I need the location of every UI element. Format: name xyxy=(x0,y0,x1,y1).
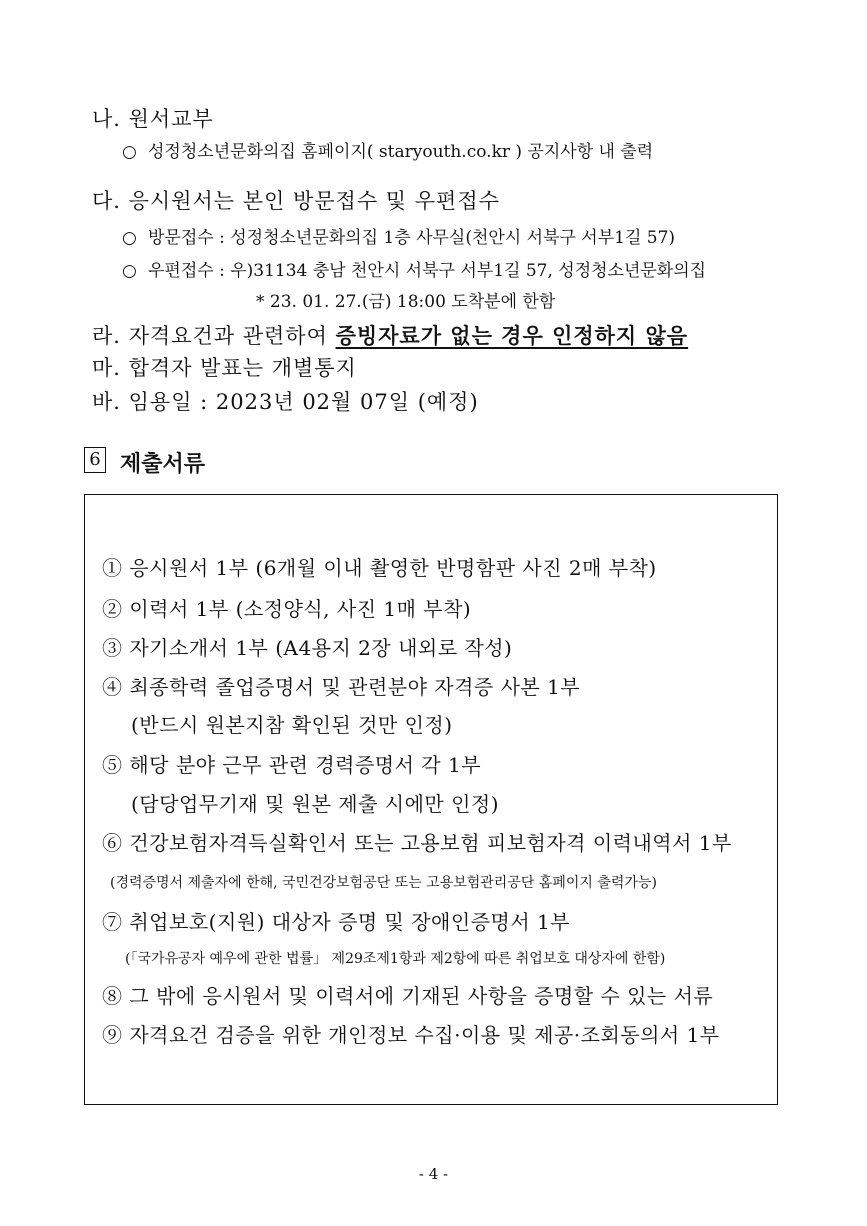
section-da-heading: 다. 응시원서는 본인 방문접수 및 우편접수 xyxy=(92,189,500,213)
section-title: 제출서류 xyxy=(120,452,206,477)
item-number: ① xyxy=(102,556,123,580)
list-item xyxy=(102,906,570,935)
item-sub: (반드시 원본지참 확인된 것만 인정) xyxy=(131,713,453,737)
section-ra-emphasis: 증빙자료가 없는 경우 인정하지 않음 xyxy=(335,323,689,348)
item-number: ⑧ xyxy=(102,984,123,1008)
bullet-icon: ○ xyxy=(122,228,137,248)
item-sub: (담당업무기재 및 원본 제출 시에만 인정) xyxy=(131,792,500,816)
item-note: (경력증명서 제출자에 한해, 국민건강보험공단 또는 고용보험관리공단 홈페이지 출력가능) xyxy=(110,875,657,891)
list-item xyxy=(102,632,512,661)
section-ma: 마. 합격자 발표는 개별통지 xyxy=(92,356,357,380)
item-number: ② xyxy=(102,597,123,621)
item-number: ⑥ xyxy=(102,831,123,855)
section-da-visit xyxy=(122,223,675,248)
bullet-icon: ○ xyxy=(122,261,137,281)
section-na-item-text: 성정청소년문화의집 홈페이지( staryouth.co.kr ) 공지사항 내 출력 xyxy=(148,142,654,162)
section-na-item xyxy=(122,137,653,162)
item-text: 건강보험자격득실확인서 또는 고용보험 피보험자격 이력내역서 1부 xyxy=(129,831,732,855)
section-da-post-text: 우편접수 : 우)31134 충남 천안시 서북구 서부1길 57, 성정청소년문화의집 xyxy=(148,261,707,281)
item-text: 이력서 1부 (소정양식, 사진 1매 부착) xyxy=(129,597,472,621)
section-na-heading: 나. 원서교부 xyxy=(92,107,214,131)
item-text: 취업보호(지원) 대상자 증명 및 장애인증명서 1부 xyxy=(129,910,571,934)
list-item xyxy=(102,593,471,622)
list-item xyxy=(102,749,481,778)
item-text: 자격요건 검증을 위한 개인정보 수집·이용 및 제공·조회동의서 1부 xyxy=(129,1023,720,1047)
list-item xyxy=(102,980,713,1009)
section-da-post xyxy=(122,256,706,281)
item-number: ⑦ xyxy=(102,910,123,934)
section-ra xyxy=(92,320,688,350)
item-number: ⑤ xyxy=(102,753,123,777)
list-item xyxy=(102,1019,720,1048)
list-item xyxy=(102,671,580,700)
list-item xyxy=(102,552,657,581)
item-note: (「국가유공자 예우에 관한 법률」 제29조제1항과 제2항에 따른 취업보호 대상자에 한함) xyxy=(125,951,666,967)
item-text: 해당 분야 근무 관련 경력증명서 각 1부 xyxy=(129,753,482,777)
item-text: 그 밖에 응시원서 및 이력서에 기재된 사항을 증명할 수 있는 서류 xyxy=(129,984,714,1008)
section-ba: 바. 임용일 : 2023년 02월 07일 (예정) xyxy=(92,390,479,414)
bullet-icon: ○ xyxy=(122,142,137,162)
item-text: 최종학력 졸업증명서 및 관련분야 자격증 사본 1부 xyxy=(129,675,581,699)
item-text: 응시원서 1부 (6개월 이내 촬영한 반명함판 사진 2매 부착) xyxy=(129,556,657,580)
item-number: ④ xyxy=(102,675,123,699)
section-ra-prefix: 라. 자격요건과 관련하여 xyxy=(92,324,336,348)
page-number: - 4 - xyxy=(418,1165,449,1183)
section-da-deadline: * 23. 01. 27.(금) 18:00 도착분에 한함 xyxy=(256,292,556,312)
item-number: ③ xyxy=(102,636,123,660)
item-text: 자기소개서 1부 (A4용지 2장 내외로 작성) xyxy=(129,636,513,660)
section-number-box: 6 xyxy=(84,447,106,473)
list-item xyxy=(102,827,732,856)
item-number: ⑨ xyxy=(102,1023,123,1047)
section-da-visit-text: 방문접수 : 성정청소년문화의집 1층 사무실(천안시 서북구 서부1길 57) xyxy=(148,228,676,248)
